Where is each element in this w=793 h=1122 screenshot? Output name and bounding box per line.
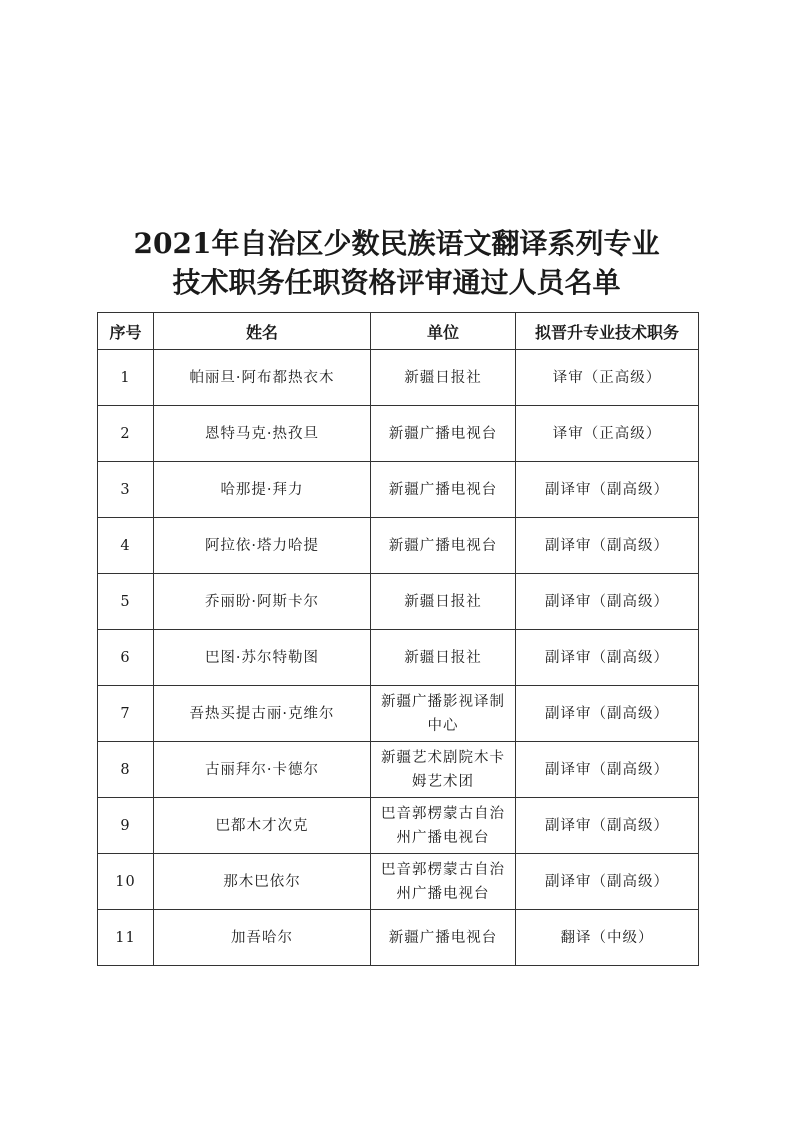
cell-name: 帕丽旦·阿布都热衣木 bbox=[154, 350, 371, 406]
table-row bbox=[98, 462, 699, 518]
cell-promotion-title: 副译审（副高级） bbox=[516, 630, 699, 686]
cell-seq: 8 bbox=[98, 742, 154, 798]
table-row bbox=[98, 574, 699, 630]
cell-unit: 新疆艺术剧院木卡姆艺术团 bbox=[371, 742, 516, 798]
cell-name: 吾热买提古丽·克维尔 bbox=[154, 686, 371, 742]
cell-unit: 新疆广播电视台 bbox=[371, 462, 516, 518]
cell-seq: 9 bbox=[98, 798, 154, 854]
table-row bbox=[98, 350, 699, 406]
cell-unit: 巴音郭楞蒙古自治州广播电视台 bbox=[371, 798, 516, 854]
header-unit: 单位 bbox=[371, 313, 516, 350]
table-row bbox=[98, 630, 699, 686]
cell-seq: 10 bbox=[98, 854, 154, 910]
cell-seq: 6 bbox=[98, 630, 154, 686]
table-row bbox=[98, 854, 699, 910]
cell-unit: 新疆广播电视台 bbox=[371, 910, 516, 966]
header-promotion-title: 拟晋升专业技术职务 bbox=[516, 313, 699, 350]
document-title-line-2: 技术职务任职资格评审通过人员名单 bbox=[172, 266, 621, 299]
cell-name: 古丽拜尔·卡德尔 bbox=[154, 742, 371, 798]
cell-unit: 新疆日报社 bbox=[371, 350, 516, 406]
table-row bbox=[98, 686, 699, 742]
cell-promotion-title: 副译审（副高级） bbox=[516, 854, 699, 910]
cell-promotion-title: 副译审（副高级） bbox=[516, 518, 699, 574]
cell-seq: 3 bbox=[98, 462, 154, 518]
cell-promotion-title: 副译审（副高级） bbox=[516, 798, 699, 854]
cell-unit: 新疆广播电视台 bbox=[371, 518, 516, 574]
cell-promotion-title: 副译审（副高级） bbox=[516, 742, 699, 798]
cell-promotion-title: 翻译（中级） bbox=[516, 910, 699, 966]
cell-promotion-title: 副译审（副高级） bbox=[516, 462, 699, 518]
cell-unit: 新疆日报社 bbox=[371, 630, 516, 686]
approved-personnel-table bbox=[97, 312, 699, 966]
cell-name: 阿拉依·塔力哈提 bbox=[154, 518, 371, 574]
cell-seq: 1 bbox=[98, 350, 154, 406]
cell-seq: 5 bbox=[98, 574, 154, 630]
header-seq: 序号 bbox=[98, 313, 154, 350]
cell-promotion-title: 副译审（副高级） bbox=[516, 574, 699, 630]
cell-unit: 新疆日报社 bbox=[371, 574, 516, 630]
cell-name: 巴都木才次克 bbox=[154, 798, 371, 854]
cell-seq: 7 bbox=[98, 686, 154, 742]
cell-name: 加吾哈尔 bbox=[154, 910, 371, 966]
cell-seq: 11 bbox=[98, 910, 154, 966]
cell-name: 巴图·苏尔特勒图 bbox=[154, 630, 371, 686]
cell-promotion-title: 译审（正高级） bbox=[516, 350, 699, 406]
header-name: 姓名 bbox=[154, 313, 371, 350]
cell-promotion-title: 副译审（副高级） bbox=[516, 686, 699, 742]
cell-seq: 2 bbox=[98, 406, 154, 462]
cell-name: 那木巴依尔 bbox=[154, 854, 371, 910]
cell-unit: 巴音郭楞蒙古自治州广播电视台 bbox=[371, 854, 516, 910]
cell-name: 哈那提·拜力 bbox=[154, 462, 371, 518]
cell-unit: 新疆广播影视译制中心 bbox=[371, 686, 516, 742]
table-row bbox=[98, 406, 699, 462]
table-row bbox=[98, 910, 699, 966]
cell-promotion-title: 译审（正高级） bbox=[516, 406, 699, 462]
cell-seq: 4 bbox=[98, 518, 154, 574]
cell-name: 恩特马克·热孜旦 bbox=[154, 406, 371, 462]
table-row bbox=[98, 798, 699, 854]
table-body bbox=[98, 350, 699, 966]
table-row bbox=[98, 518, 699, 574]
table-row bbox=[98, 742, 699, 798]
document-title-line-1: 2021年自治区少数民族语文翻译系列专业 bbox=[133, 227, 660, 260]
cell-unit: 新疆广播电视台 bbox=[371, 406, 516, 462]
cell-name: 乔丽盼·阿斯卡尔 bbox=[154, 574, 371, 630]
table-header-row bbox=[98, 313, 699, 350]
